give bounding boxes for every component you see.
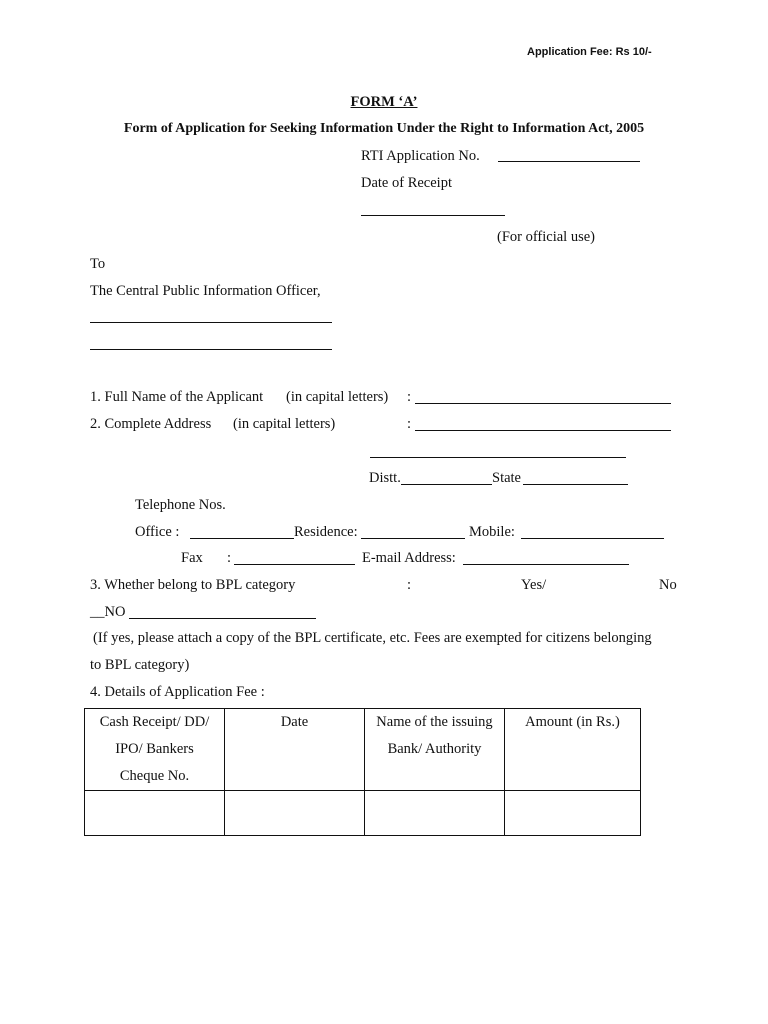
residence-phone-label: Residence: [294,524,358,540]
to-label: To [90,256,106,272]
address-note: (in capital letters) [233,416,336,432]
fee-table-header-row [85,709,641,791]
header-cash-receipt-line-1: Cash Receipt/ DD/ [99,714,210,730]
bpl-yes-option[interactable]: Yes/ [521,577,547,593]
office-phone-field[interactable] [190,538,294,539]
date-of-receipt-label: Date of Receipt [361,175,452,191]
header-amount [505,709,641,791]
header-issuing-bank-line-2: Bank/ Authority [387,741,482,757]
fee-details-label: 4. Details of Application Fee : [90,684,265,700]
official-use-note: (For official use) [497,229,595,245]
address-field-line-1[interactable] [415,430,671,431]
state-label: State [492,470,521,486]
form-subtitle: Form of Application for Seeking Information Under the Right to Information Act, 2005 [123,121,645,136]
cell-issuing-bank[interactable] [365,791,505,836]
header-date-line-1: Date [280,714,309,730]
header-cash-receipt [85,709,225,791]
full-name-note: (in capital letters) [286,389,389,405]
header-cash-receipt-line-2: IPO/ Bankers [115,741,194,757]
cell-date[interactable] [225,791,365,836]
distt-label: Distt. [369,470,401,486]
fax-field[interactable] [234,564,355,565]
bpl-no-option[interactable]: No [659,577,677,593]
table-row [85,791,641,836]
address-field-line-2[interactable] [370,457,626,458]
officer-label: The Central Public Information Officer, [90,283,321,299]
application-fee-note: Application Fee: Rs 10/- [527,46,652,58]
mobile-field[interactable] [521,538,664,539]
bpl-no-answer-label: __NO [90,604,126,620]
email-label: E-mail Address: [362,550,456,566]
bpl-label: 3. Whether belong to BPL category [90,577,296,593]
header-cash-receipt-line-3: Cheque No. [119,768,190,784]
state-field[interactable] [523,484,628,485]
header-issuing-bank [365,709,505,791]
cell-amount[interactable] [505,791,641,836]
header-issuing-bank-line-1: Name of the issuing [376,714,493,730]
header-date [225,709,365,791]
residence-phone-field[interactable] [361,538,465,539]
mobile-label: Mobile: [469,524,515,540]
bpl-colon: : [407,577,412,593]
full-name-colon: : [407,389,412,405]
rti-application-no-field[interactable] [498,161,640,162]
cell-cash-receipt[interactable] [85,791,225,836]
full-name-field[interactable] [415,403,671,404]
form-title: FORM ‘A’ [350,94,418,110]
fee-details-table [84,708,641,836]
bpl-answer-field[interactable] [129,618,316,619]
email-field[interactable] [463,564,629,565]
officer-address-line-2[interactable] [90,349,332,350]
address-label: 2. Complete Address [90,416,212,432]
header-amount-line-1: Amount (in Rs.) [525,714,620,730]
distt-field[interactable] [401,484,492,485]
address-colon: : [407,416,412,432]
bpl-note-line-2: to BPL category) [90,657,190,673]
full-name-label: 1. Full Name of the Applicant [90,389,264,405]
fax-label: Fax [181,550,203,566]
rti-application-no-label: RTI Application No. [361,148,480,164]
officer-address-line-1[interactable] [90,322,332,323]
bpl-note-line-1: (If yes, please attach a copy of the BPL certificate, etc. Fees are exempted for citizens belonging [93,630,652,646]
fax-colon: : [227,550,232,566]
telephone-label: Telephone Nos. [135,497,226,513]
office-phone-label: Office : [135,524,180,540]
date-of-receipt-field[interactable] [361,215,505,216]
